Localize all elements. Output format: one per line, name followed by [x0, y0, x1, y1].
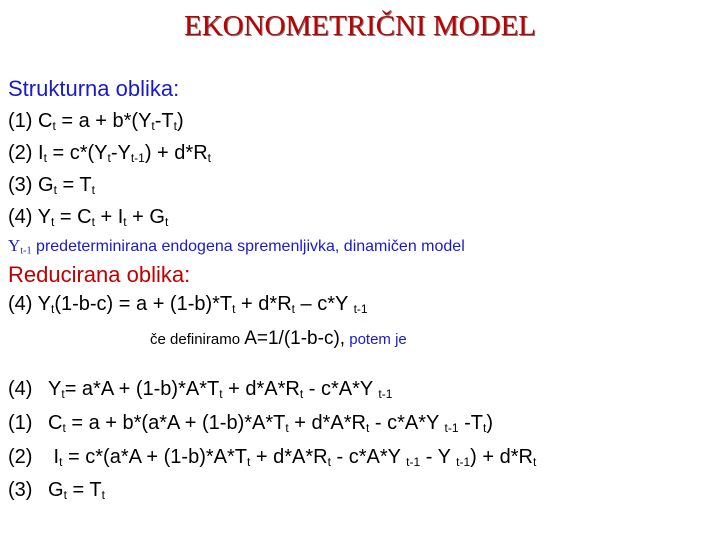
- solution-expression: $I_t = c*(a*A + (1-b)*A*T_t + d*A*R_t - c*A*Y$ $_{t-1}$ - Y $_{t-1}) + d*R_t$: [48, 446, 537, 469]
- reduced-equation: (4) $Y_t(1-b-c) = a + (1-b)*T_t + d*R_t - c*Y$ $_{t-1}$: [8, 293, 368, 316]
- definition-formula: A=1/(1-b-c),: [244, 328, 346, 349]
- solution-expression: $Y_t= a*A + (1-b)*A*T_t + d*A*R_t - c*A*Y$ $_{t-1}$: [48, 378, 393, 401]
- solution-row: [8, 446, 536, 469]
- solution-expression: $C_t = a + b*(a*A + (1-b)*A*T_t + d*A*R_t - c*A*Y$ $_{t-1}$ $-T_t$): [48, 412, 493, 435]
- solution-row: [8, 412, 493, 435]
- structural-equation-3: (3) $G_t = T_t$: [8, 174, 95, 197]
- solution-number: (2): [8, 446, 33, 468]
- solution-number: (4): [8, 378, 33, 400]
- page-title: EKONOMETRIČNI MODEL: [184, 10, 536, 42]
- solution-row: [8, 479, 105, 502]
- structural-equation-4: (4) $Y_t = C_t + I_t + G_t$: [8, 206, 169, 229]
- structural-equation-1: (1) $C_t = a + b*(Y_t-T_t)$: [8, 110, 184, 133]
- note-symbol: $Y_{t-1}$: [8, 236, 32, 257]
- solution-row: [8, 378, 392, 401]
- structural-heading: Strukturna oblika:: [8, 76, 180, 101]
- definition-prefix: če definiramo: [150, 331, 245, 348]
- solution-number: (1): [8, 412, 33, 434]
- definition-suffix: potem je: [345, 331, 407, 348]
- reduced-heading: Reducirana oblika:: [8, 262, 191, 287]
- solution-expression: $G_t = T_t$: [48, 479, 105, 502]
- predetermined-note: [8, 236, 465, 256]
- definition-line: [150, 328, 407, 350]
- structural-equation-2: (2) $I_t = c*(Y_t-Y_{t-1}) + d*R_t$: [8, 142, 211, 165]
- solution-number: (3): [8, 479, 33, 501]
- note-text: predeterminirana endogena spremenljivka, dinamičen model: [31, 238, 465, 255]
